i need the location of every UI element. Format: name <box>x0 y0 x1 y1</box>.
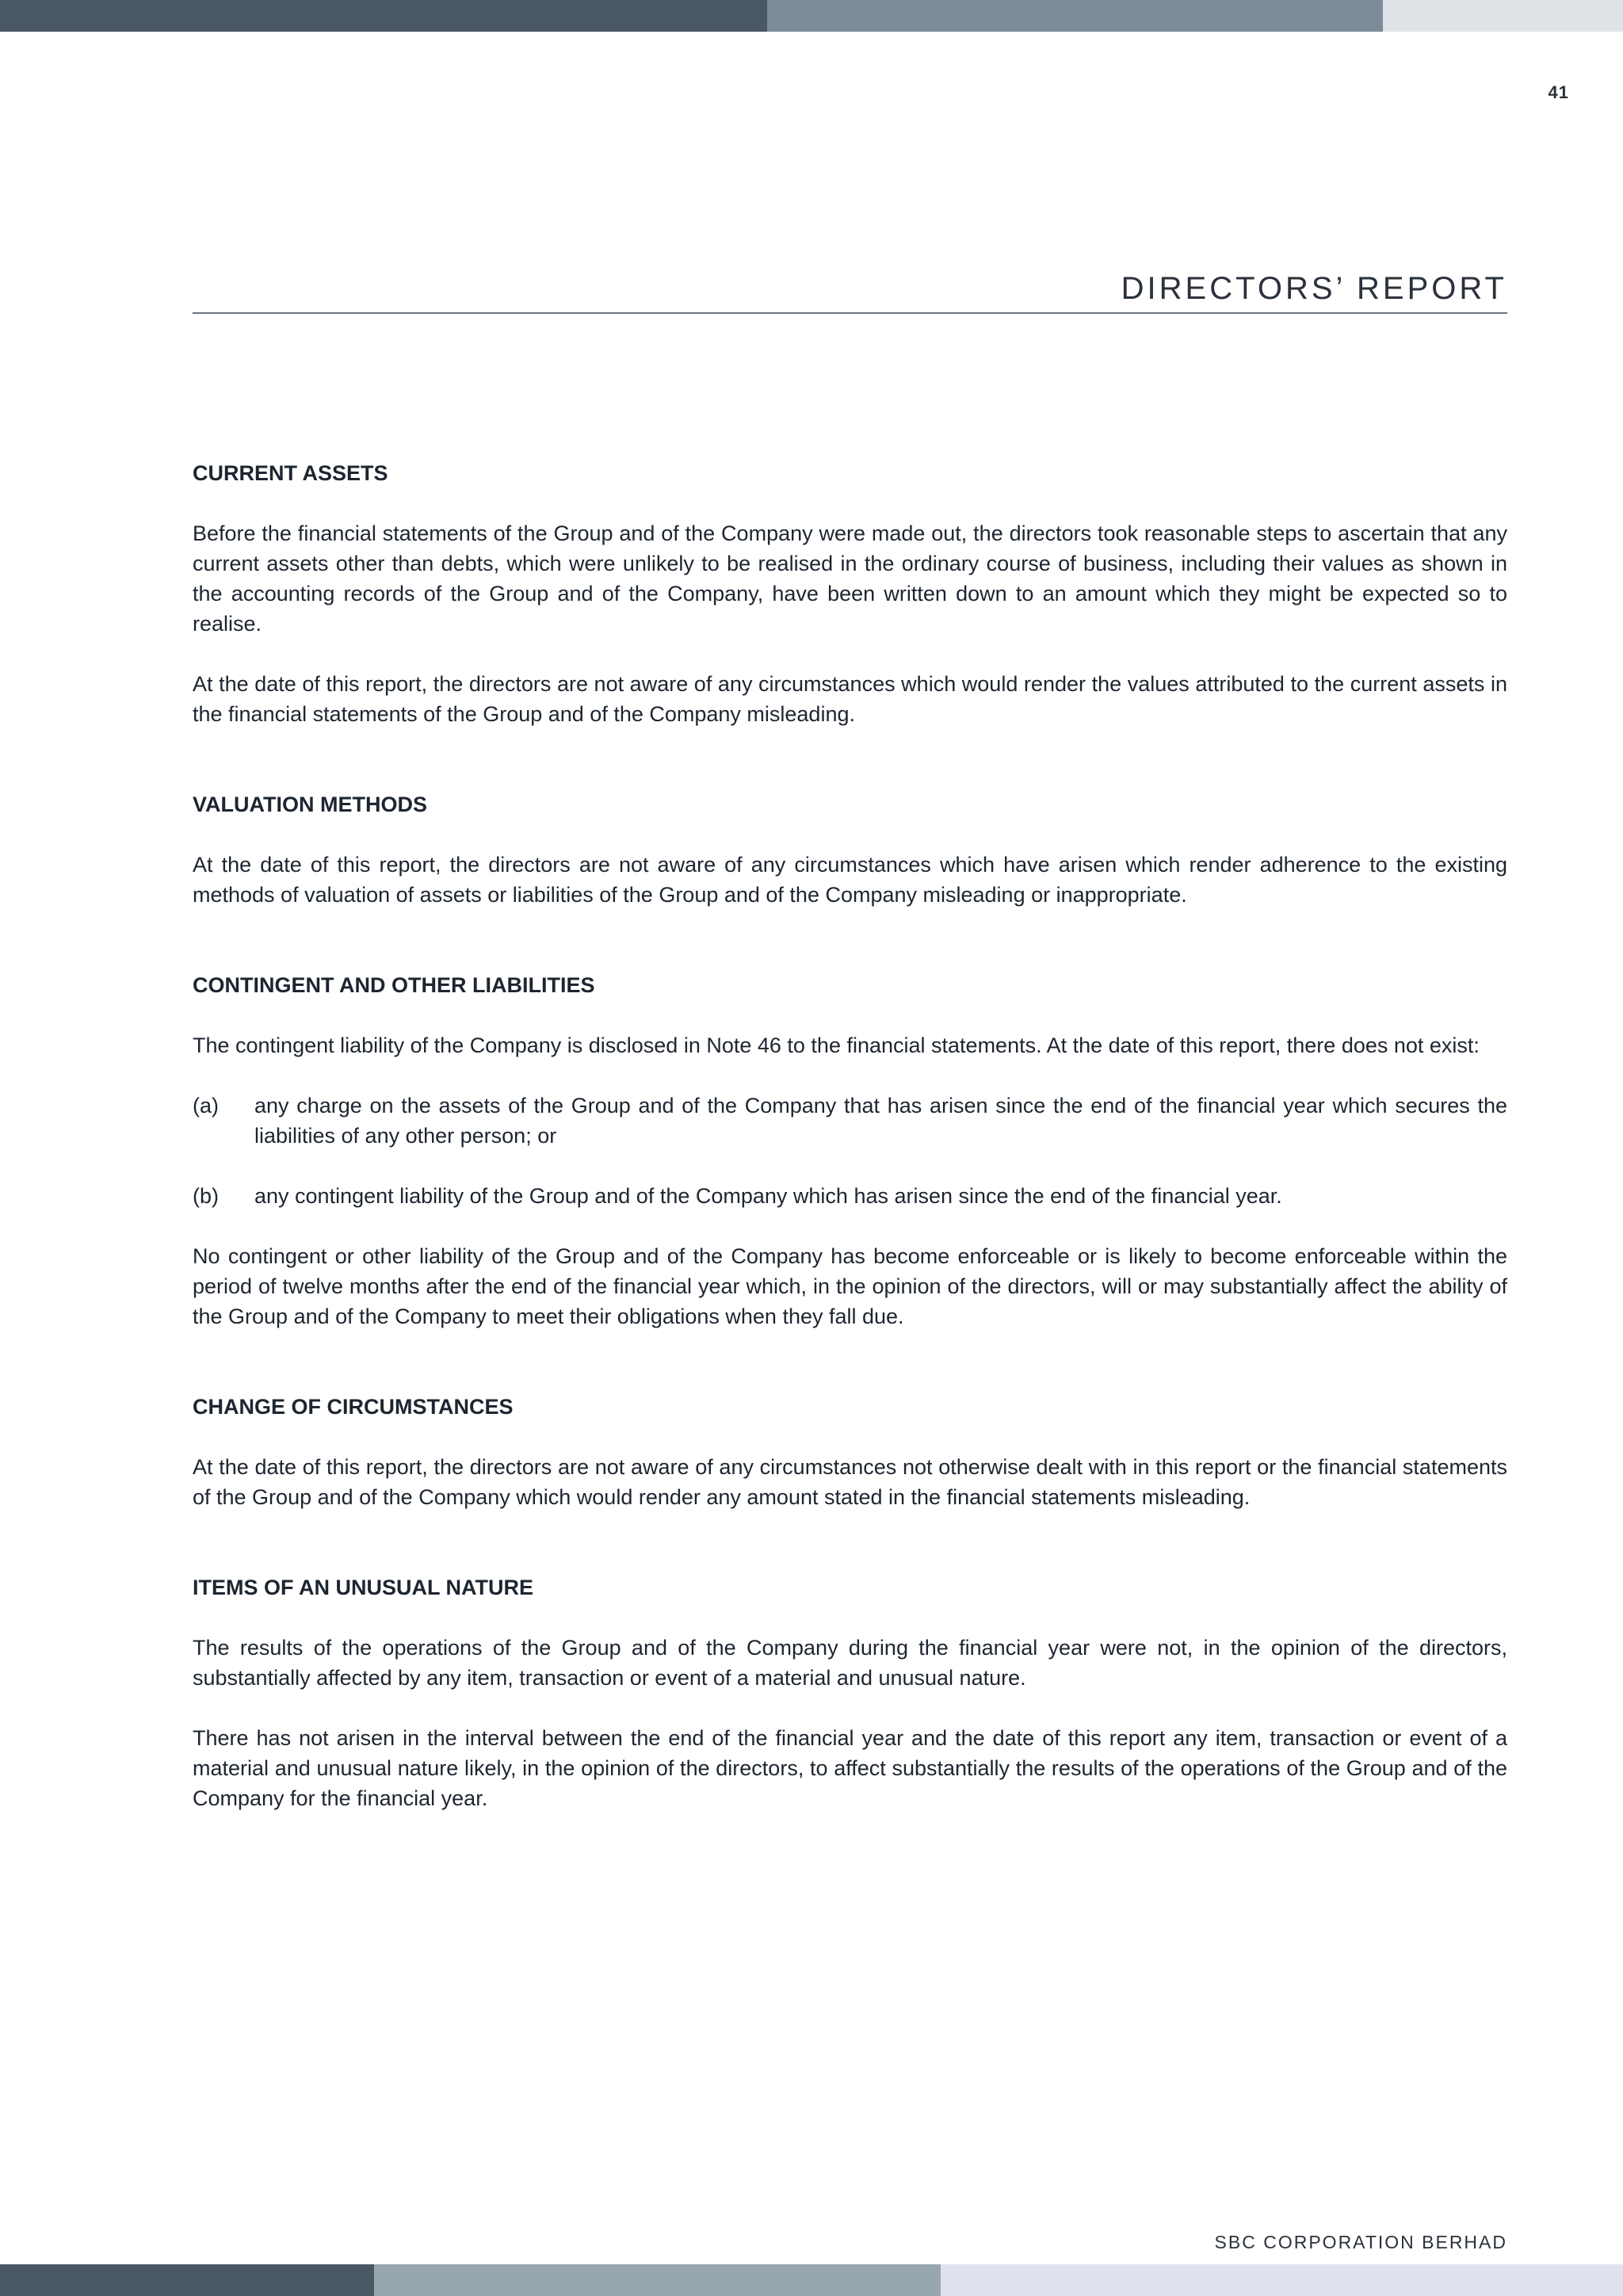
section-heading: CHANGE OF CIRCUMSTANCES <box>193 1395 514 1419</box>
section-heading: ITEMS OF AN UNUSUAL NATURE <box>193 1576 533 1599</box>
paragraph: There has not arisen in the interval between the end of the financial year and the date of this report any item, transaction or event of a material and unusual nature likely, in the opinion of the directors, to affect substantially the results of the operations of the Group and of the Company for the financial year. <box>193 1726 1507 1810</box>
list-item <box>193 1181 1507 1211</box>
top-bar-segment-dark <box>0 0 767 32</box>
section-heading: CURRENT ASSETS <box>193 461 388 485</box>
paragraph: No contingent or other liability of the Group and of the Company has become enforceable or is likely to become enforceable within the period of twelve months after the end of the financial year which, in the opinion of the directors, will or may substantially affect the ability of the Group and of the Company to meet their obligations when they fall due. <box>193 1244 1507 1328</box>
section-heading: CONTINGENT AND OTHER LIABILITIES <box>193 973 595 997</box>
top-bar-segment-mid <box>767 0 1383 32</box>
bottom-color-bar <box>0 2264 1623 2296</box>
section-change-of-circumstances <box>193 1392 1507 1512</box>
bottom-bar-segment-light <box>941 2264 1623 2296</box>
list-marker: (a) <box>193 1094 219 1117</box>
paragraph: At the date of this report, the directors are not aware of any circumstances which would render the values attributed to the current assets in the financial statements of the Group and of the Company misleading. <box>193 672 1507 726</box>
top-color-bar <box>0 0 1623 32</box>
paragraph: The results of the operations of the Group and of the Company during the financial year were not, in the opinion of the directors, substantially affected by any item, transaction or event of a material and unusual nature. <box>193 1636 1507 1690</box>
report-body <box>193 458 1507 1813</box>
title-divider <box>193 312 1507 314</box>
footer-company-name: SBC CORPORATION BERHAD <box>1214 2232 1507 2252</box>
section-unusual-items <box>193 1572 1507 1813</box>
top-bar-segment-light <box>1383 0 1623 32</box>
paragraph: At the date of this report, the directors are not aware of any circumstances not otherwise dealt with in this report or the financial statements of the Group and of the Company which would render any amount stated in the financial statements misleading. <box>193 1455 1507 1509</box>
list-marker: (b) <box>193 1184 219 1208</box>
list-item <box>193 1091 1507 1151</box>
list-text: any charge on the assets of the Group and of the Company that has arisen since the end of the financial year which secures the liabilities of any other person; or <box>254 1094 1507 1148</box>
section-heading: VALUATION METHODS <box>193 793 427 816</box>
section-valuation-methods <box>193 789 1507 910</box>
report-title: DIRECTORS’ REPORT <box>1121 271 1507 306</box>
list-text: any contingent liability of the Group and of the Company which has arisen since the end of the financial year. <box>254 1184 1282 1208</box>
paragraph: At the date of this report, the directors are not aware of any circumstances which have arisen which render adherence to the existing methods of valuation of assets or liabilities of the Group and of the Company misleading or inappropriate. <box>193 853 1507 907</box>
page-number: 41 <box>1548 82 1569 102</box>
paragraph: Before the financial statements of the Group and of the Company were made out, the directors took reasonable steps to ascertain that any current assets other than debts, which were unlikely to be realised in the ordinary course of business, including their values as shown in the accounting records of the Group and of the Company, have been written down to an amount which they might be expected so to realise. <box>193 521 1507 636</box>
paragraph: The contingent liability of the Company is disclosed in Note 46 to the financial statements. At the date of this report, there does not exist: <box>193 1033 1480 1057</box>
bottom-bar-segment-dark <box>0 2264 374 2296</box>
section-contingent-liabilities <box>193 970 1507 1331</box>
section-current-assets <box>193 458 1507 729</box>
bottom-bar-segment-mid <box>374 2264 941 2296</box>
